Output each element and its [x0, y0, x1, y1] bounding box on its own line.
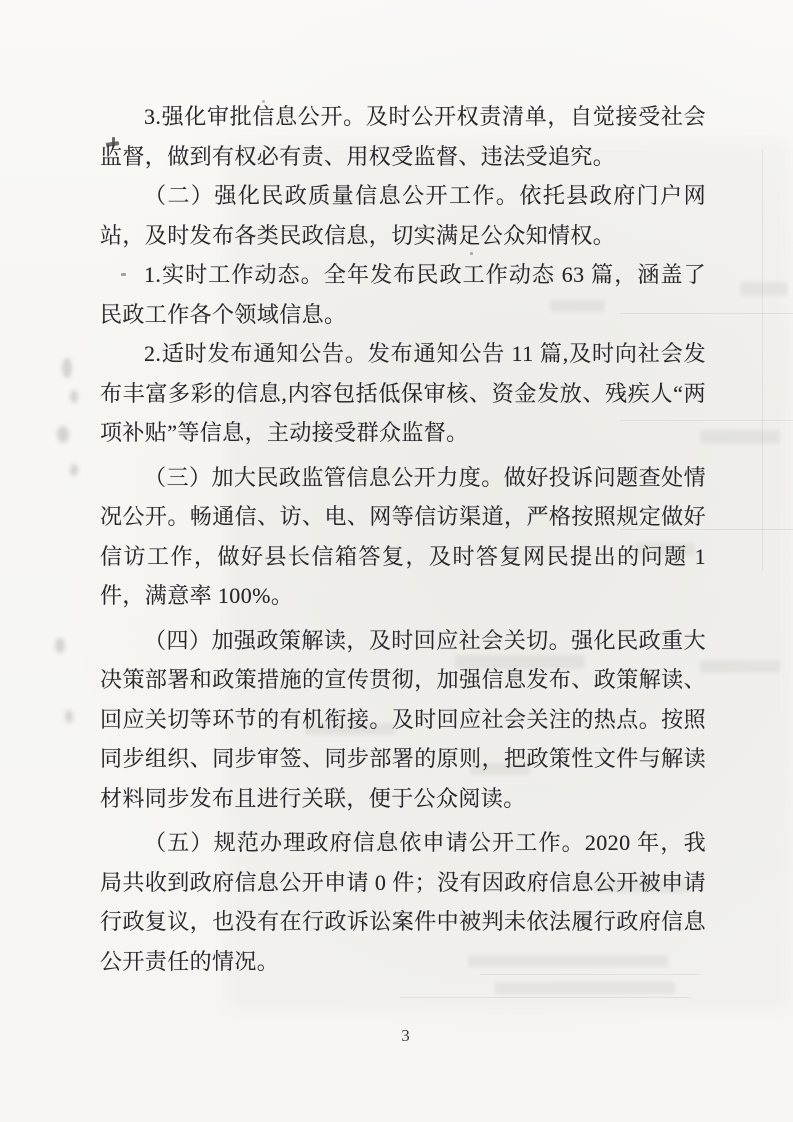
scan-smudge: [70, 390, 78, 403]
paragraph-section-5-disclosure-requests: （五）规范办理政府信息依申请公开工作。2020 年，我局共收到政府信息公开申请 0 件；没有因政府信息公开被申请行政复议，也没有在行政诉讼案件中被判未依法履行政府信息公开责任的情况。: [100, 830, 706, 974]
paragraph-section-3-supervision: （三）加大民政监管信息公开力度。做好投诉问题查处情况公开。畅通信、访、电、网等信访渠道，严格按照规定做好信访工作，做好县长信箱答复，及时答复网民提出的问题 1 件，满意率 100%。: [100, 464, 706, 608]
bleed-through-text: [700, 430, 780, 444]
scan-smudge: [55, 638, 65, 653]
scan-smudge: [62, 358, 72, 378]
paragraph-item-2-notices: 2.适时发布通知公告。发布通知公告 11 篇,及时向社会发布丰富多彩的信息,内容包括低保审核、资金发放、残疾人“两项补贴”等信息，主动接受群众监督。: [100, 341, 706, 445]
document-body: [100, 97, 706, 981]
bleed-through-line: [762, 150, 763, 570]
scan-smudge: [70, 464, 78, 476]
scan-smudge: [57, 426, 69, 443]
paragraph-section-2-quality-info: （二）强化民政质量信息公开工作。依托县政府门户网站，及时发布各类民政信息，切实满足公众知情权。: [100, 183, 706, 248]
page-number: 3: [401, 1026, 410, 1045]
paragraph-item-3-approval-info: 3.强化审批信息公开。及时公开权责清单，自觉接受社会监督，做到有权必有责、用权受监督、违法受追究。: [100, 104, 706, 169]
page-footer: [0, 1026, 793, 1046]
paragraph-section-4-policy-interpretation: （四）加强政策解读，及时回应社会关切。强化民政重大决策部署和政策措施的宣传贯彻，加强信息发布、政策解读、回应关切等环节的有机衔接。及时回应社会关注的热点。按照同步组织、同步审签、同步部署的原则，把政策性文件与解读材料同步发布且进行关联，便于公众阅读。: [100, 627, 706, 811]
bleed-through-line: [400, 997, 690, 998]
bleed-through-text: [740, 282, 788, 296]
bleed-through-text: [495, 982, 675, 994]
bleed-through-text: [700, 660, 780, 673]
scan-smudge: [65, 710, 73, 723]
paragraph-item-1-work-updates: 1.实时工作动态。全年发布民政工作动态 63 篇，涵盖了民政工作各个领域信息。: [100, 262, 706, 327]
